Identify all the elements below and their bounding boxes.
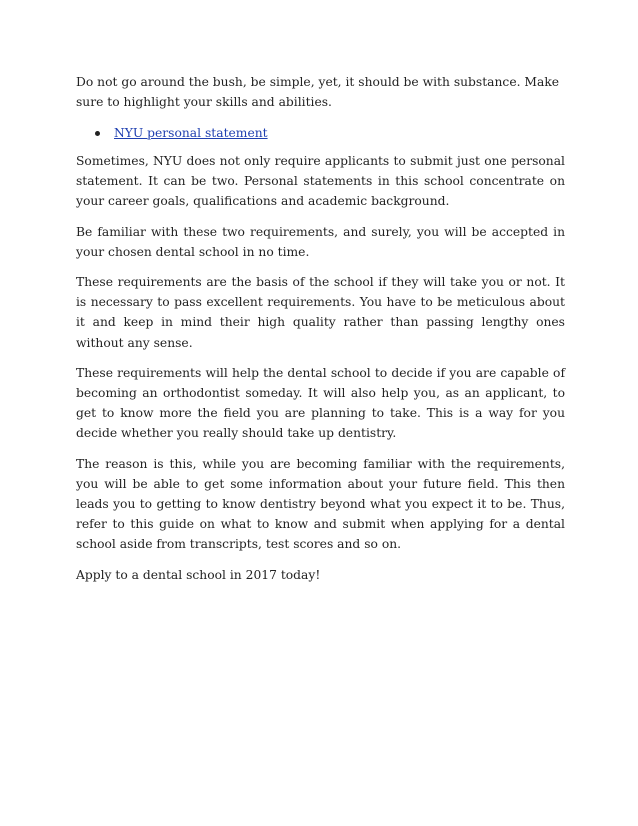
body-paragraph-1: Sometimes, NYU does not only require applicants to submit just one personal statement. It can be two. Personal statements in this school concentrate on your career goals, qualifications and academic background. <box>76 153 565 208</box>
document-page <box>76 72 565 596</box>
intro-paragraph: Do not go around the bush, be simple, yet, it should be with substance. Make sure to highlight your skills and abilities. <box>76 75 560 110</box>
link-list <box>76 123 565 143</box>
closing-paragraph: Apply to a dental school in 2017 today! <box>76 567 321 582</box>
body-paragraph-5: The reason is this, while you are becoming familiar with the requirements, you will be able to get some information about your future field. This then leads you to getting to know dentistry beyond what you expect it to be. Thus, refer to this guide on what to know and submit when applying for a dental school aside from transcripts, test scores and so on. <box>76 457 565 552</box>
body-paragraph-3: These requirements are the basis of the school if they will take you or not. It is necessary to pass excellent requirements. You have to be meticulous about it and keep in mind their high quality rather than passing lengthy ones without any sense. <box>76 275 565 350</box>
body-paragraph-4: These requirements will help the dental school to decide if you are capable of becoming an orthodontist someday. It will also help you, as an applicant, to get to know more the field you are planning to take. This is a way for you decide whether you really should take up dentistry. <box>76 366 565 441</box>
body-paragraph-2: Be familiar with these two requirements, and surely, you will be accepted in your chosen dental school in no time. <box>76 224 565 259</box>
nyu-personal-statement-link[interactable]: NYU personal statement <box>114 125 268 140</box>
list-item <box>76 123 565 143</box>
bullet-icon <box>95 131 100 136</box>
